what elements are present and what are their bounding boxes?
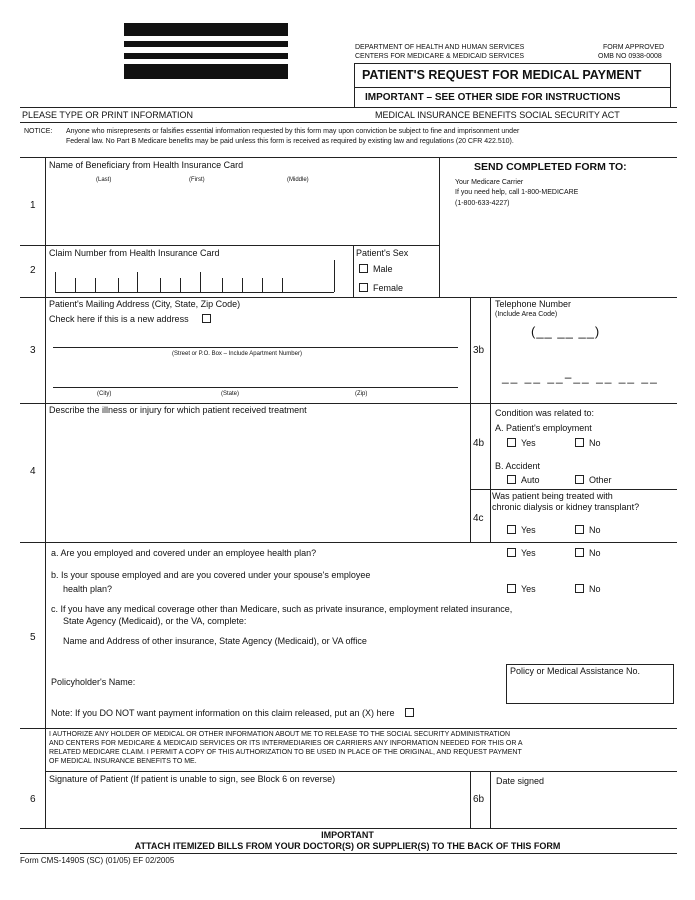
release-checkbox[interactable]: [405, 708, 414, 717]
row-number-6b: 6b: [473, 794, 485, 805]
area-code-field[interactable]: (__ __ __): [531, 324, 601, 339]
signature-field[interactable]: [50, 788, 465, 824]
employment-no-checkbox[interactable]: [575, 438, 584, 447]
dialysis-no-checkbox[interactable]: [575, 525, 584, 534]
other-insurance-label: Name and Address of other insurance, State Agency (Medicaid), or VA office: [63, 636, 367, 646]
other-insurance-field[interactable]: [60, 650, 490, 672]
row-number-5: 5: [30, 632, 36, 643]
illness-label: Describe the illness or injury for which patient received treatment: [49, 405, 307, 415]
accident-other[interactable]: [575, 475, 612, 485]
employment-yes-checkbox[interactable]: [507, 438, 516, 447]
question-b-line-2: health plan?: [63, 584, 113, 594]
notice-label: NOTICE:: [24, 128, 53, 135]
middle-name-hint: (Middle): [287, 177, 309, 183]
no-label: No: [589, 438, 601, 448]
female-checkbox[interactable]: [359, 283, 368, 292]
last-name-hint: (Last): [96, 177, 112, 183]
accident-label: B. Accident: [495, 461, 541, 471]
street-address-field[interactable]: [53, 347, 458, 348]
claim-number-field[interactable]: [50, 260, 340, 294]
date-signed-field[interactable]: [496, 790, 671, 824]
authorization-line-3: RELATED MEDICARE CLAIM. I PERMIT A COPY OF THIS AUTHORIZATION TO BE USED IN PLACE OF THE ORIGINAL, AND REQUEST PAYMENT: [49, 749, 522, 756]
department-name: DEPARTMENT OF HEALTH AND HUMAN SERVICES: [355, 44, 525, 51]
dialysis-yes-checkbox[interactable]: [507, 525, 516, 534]
please-type-label: PLEASE TYPE OR PRINT INFORMATION: [22, 110, 194, 120]
question-a: a. Are you employed and covered under an employee health plan?: [51, 548, 317, 558]
yes-label: Yes: [521, 584, 536, 594]
no-label: No: [589, 525, 601, 535]
question-c-line-2: State Agency (Medicaid), or the VA, complete:: [63, 616, 247, 626]
send-to-carrier: Your Medicare Carrier: [455, 179, 524, 186]
authorization-line-4: OF MEDICAL INSURANCE BENEFITS TO ME.: [49, 758, 197, 765]
yes-label: Yes: [521, 525, 536, 535]
telephone-label: Telephone Number: [495, 299, 572, 309]
question-a-no[interactable]: [575, 548, 601, 558]
b-no-checkbox[interactable]: [575, 584, 584, 593]
instructions-note: IMPORTANT – SEE OTHER SIDE FOR INSTRUCTIONS: [365, 92, 621, 103]
row-number-4c: 4c: [473, 513, 484, 524]
date-signed-label: Date signed: [496, 776, 545, 786]
street-hint: (Street or P.O. Box – Include Apartment Number): [172, 351, 302, 357]
sex-male-option[interactable]: [359, 264, 393, 274]
signature-label: Signature of Patient (If patient is unable to sign, see Block 6 on reverse): [49, 774, 336, 784]
auto-label: Auto: [521, 475, 540, 485]
notice-line-1: Anyone who misrepresents or falsifies essential information requested by this form may upon conviction be subject to fine and imprisonment under: [66, 128, 520, 135]
male-label: Male: [373, 264, 393, 274]
row-number-6: 6: [30, 794, 36, 805]
b-yes-checkbox[interactable]: [507, 584, 516, 593]
patient-sex-label: Patient's Sex: [356, 248, 409, 258]
employment-yes[interactable]: [507, 438, 536, 448]
footer-important: IMPORTANT: [321, 830, 374, 840]
accident-auto[interactable]: [507, 475, 540, 485]
row-number-1: 1: [30, 200, 36, 211]
form-approved: FORM APPROVED: [603, 44, 665, 51]
beneficiary-name-field[interactable]: [50, 188, 435, 243]
row-number-3b: 3b: [473, 345, 485, 356]
form-title: PATIENT'S REQUEST FOR MEDICAL PAYMENT: [362, 68, 642, 82]
illness-description-field[interactable]: [50, 418, 465, 538]
employment-label: A. Patient's employment: [495, 423, 592, 433]
mailing-address-label: Patient's Mailing Address (City, State, Zip Code): [49, 299, 241, 309]
question-b-no[interactable]: [575, 584, 601, 594]
dialysis-no[interactable]: [575, 525, 601, 535]
no-label: No: [589, 584, 601, 594]
state-hint: (State): [221, 391, 240, 397]
city-hint: (City): [97, 391, 112, 397]
new-address-option[interactable]: [49, 314, 216, 324]
form-id: Form CMS-1490S (SC) (01/05) EF 02/2005: [20, 856, 175, 865]
authorization-line-1: I AUTHORIZE ANY HOLDER OF MEDICAL OR OTHER INFORMATION ABOUT ME TO RELEASE TO THE SOCIAL SECURITY ADMINISTRATION: [49, 731, 511, 738]
phone-number-field[interactable]: __ __ __–__ __ __ __: [502, 370, 659, 384]
beneficiary-name-label: Name of Beneficiary from Health Insurance Card: [49, 160, 244, 170]
dialysis-yes[interactable]: [507, 525, 536, 535]
footer-attach-bills: ATTACH ITEMIZED BILLS FROM YOUR DOCTOR(S) OR SUPPLIER(S) TO THE BACK OF THIS FORM: [134, 841, 561, 851]
city-state-zip-field[interactable]: [53, 387, 458, 388]
act-label: MEDICAL INSURANCE BENEFITS SOCIAL SECURITY ACT: [375, 110, 620, 120]
policyholder-label: Policyholder's Name:: [51, 677, 136, 687]
a-yes-checkbox[interactable]: [507, 548, 516, 557]
authorization-line-2: AND CENTERS FOR MEDICARE & MEDICAID SERVICES OR ITS INTERMEDIARIES OR CARRIERS ANY INFORMATION NEEDED FOR THIS OR A: [49, 740, 523, 747]
send-to-phone: (1-800-633-4227): [455, 200, 510, 207]
centers-name: CENTERS FOR MEDICARE & MEDICAID SERVICES: [355, 53, 525, 60]
question-a-yes[interactable]: [507, 548, 536, 558]
male-checkbox[interactable]: [359, 264, 368, 273]
no-label: No: [589, 548, 601, 558]
release-note-label: Note: If you DO NOT want payment information on this claim released, put an (X) here: [51, 708, 395, 718]
omb-number: OMB NO 0938-0008: [598, 53, 662, 60]
question-b-yes[interactable]: [507, 584, 536, 594]
row-number-3: 3: [30, 345, 36, 356]
other-label: Other: [589, 475, 612, 485]
send-to-help: If you need help, call 1-800-MEDICARE: [455, 189, 579, 196]
yes-label: Yes: [521, 438, 536, 448]
auto-checkbox[interactable]: [507, 475, 516, 484]
female-label: Female: [373, 283, 404, 293]
row-number-4: 4: [30, 466, 36, 477]
claim-number-label: Claim Number from Health Insurance Card: [49, 248, 220, 258]
policy-number-label: Policy or Medical Assistance No.: [510, 666, 641, 676]
new-address-label: Check here if this is a new address: [49, 314, 189, 324]
release-note[interactable]: [51, 708, 419, 718]
telephone-sub-label: (Include Area Code): [495, 311, 558, 318]
send-to-title: SEND COMPLETED FORM TO:: [474, 161, 627, 173]
dialysis-label-1: Was patient being treated with: [492, 491, 613, 501]
other-checkbox[interactable]: [575, 475, 584, 484]
row-number-4b: 4b: [473, 438, 485, 449]
zip-hint: (Zip): [355, 391, 368, 397]
question-c-line-1: c. If you have any medical coverage other than Medicare, such as private insurance, employment related insurance,: [51, 604, 513, 614]
new-address-checkbox[interactable]: [202, 314, 211, 323]
dialysis-label-2: chronic dialysis or kidney transplant?: [492, 502, 640, 512]
row-number-2: 2: [30, 265, 36, 276]
yes-label: Yes: [521, 548, 536, 558]
employment-no[interactable]: [575, 438, 601, 448]
notice-line-2: Federal law. No Part B Medicare benefits may be paid unless this form is received as required by existing law and regulations (20 CFR 422.510).: [66, 138, 514, 145]
condition-label: Condition was related to:: [495, 408, 595, 418]
question-b-line-1: b. Is your spouse employed and are you covered under your spouse's employee: [51, 570, 371, 580]
a-no-checkbox[interactable]: [575, 548, 584, 557]
first-name-hint: (First): [189, 177, 205, 183]
sex-female-option[interactable]: [359, 283, 403, 293]
